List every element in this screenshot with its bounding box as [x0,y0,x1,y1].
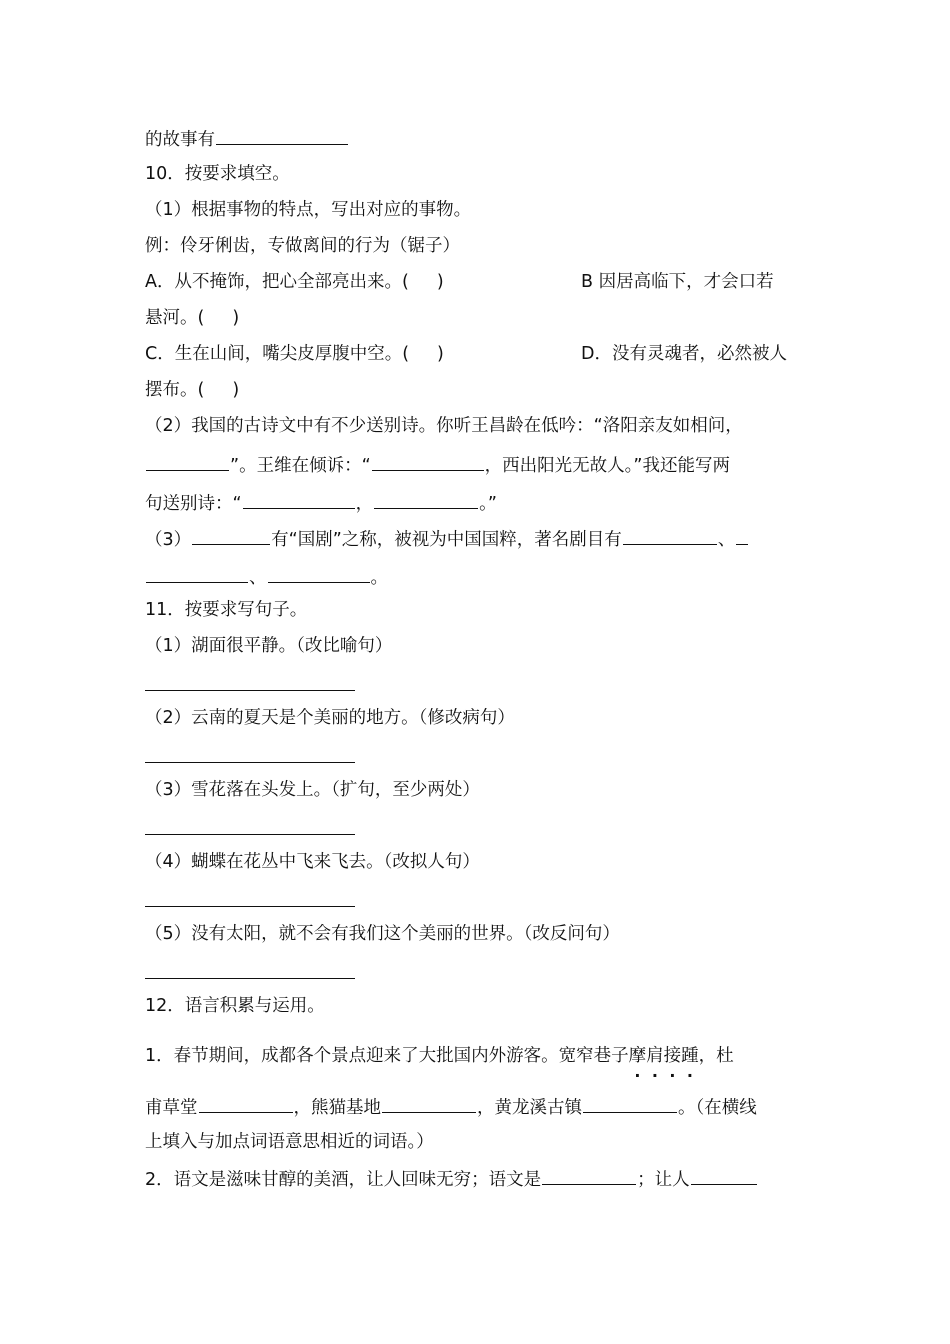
blank[interactable] [146,564,248,583]
q10-title: 10．按要求填空。 [145,164,290,184]
blank[interactable] [583,1094,677,1113]
line-story: 的故事有 [145,126,349,152]
q10-part2-line2: ”。王维在倾诉：“ ，西出阳光无故人。”我还能写两 [145,452,730,478]
blank[interactable] [199,1094,293,1113]
q11-s1: （1）湖面很平静。（改比喻句） [145,636,393,656]
blank[interactable] [374,490,478,509]
emphasis-char: 摩 [628,1046,647,1066]
emphasis-char: 接 [663,1046,682,1066]
blank[interactable] [216,126,348,145]
blank[interactable] [623,526,717,545]
blank[interactable] [542,1166,636,1185]
blank[interactable] [736,526,748,545]
q12-item2: 2．语文是滋味甘醇的美酒，让人回味无穷；语文是 ；让人 [145,1166,758,1192]
blank[interactable] [382,1094,476,1113]
q10-part3-line2: 、 。 [145,564,388,590]
q12-item1: 1．春节期间，成都各个景点迎来了大批国内外游客。宽窄巷子摩肩接踵，杜 [145,1046,734,1066]
q10-option-a: A．从不掩饰，把心全部亮出来。( ) [145,272,444,292]
q10-option-b: B 因居高临下，才会口若 [581,272,774,292]
blank[interactable] [192,526,270,545]
q10-example: 例：伶牙俐齿，专做离间的行为（锯子） [145,236,460,256]
q12-item1-line2: 甫草堂 ，熊猫基地 ，黄龙溪古镇 。（在横线 [145,1094,757,1120]
q10-option-c: C．生在山间，嘴尖皮厚腹中空。( ) [145,344,444,364]
emphasis-char: 肩 [646,1046,664,1066]
q11-title: 11．按要求写句子。 [145,600,308,620]
q10-part2-line3: 句送别诗：“ ， 。” [145,490,497,516]
q12-item1-line3: 上填入与加点词语意思相近的词语。） [145,1132,434,1152]
answer-line[interactable] [145,690,355,691]
blank[interactable] [691,1166,757,1185]
q10-part3: （3） 有“国剧”之称，被视为中国国粹，著名剧目有 、 [145,526,749,552]
q12-title: 12．语言积累与运用。 [145,996,325,1016]
q11-s5: （5）没有太阳，就不会有我们这个美丽的世界。（改反问句） [145,924,620,944]
q10-option-d-cont: 摆布。( ) [145,380,240,400]
q10-option-b-cont: 悬河。( ) [145,308,240,328]
blank[interactable] [268,564,370,583]
q10-part1: （1）根据事物的特点，写出对应的事物。 [145,200,472,220]
q10-part2: （2）我国的古诗文中有不少送别诗。你听王昌龄在低吟：“洛阳亲友如相问， [145,416,743,436]
blank[interactable] [146,452,229,471]
blank[interactable] [372,452,484,471]
q11-s4: （4）蝴蝶在花丛中飞来飞去。（改拟人句） [145,852,480,872]
dotted-phrase [629,1046,699,1066]
emphasis-char: 踵 [681,1046,699,1066]
q10-option-d: D．没有灵魂者，必然被人 [581,344,787,364]
answer-line[interactable] [145,978,355,979]
answer-line[interactable] [145,906,355,907]
answer-line[interactable] [145,762,355,763]
q11-s2: （2）云南的夏天是个美丽的地方。（修改病句） [145,708,515,728]
q11-s3: （3）雪花落在头发上。（扩句，至少两处） [145,780,480,800]
answer-line[interactable] [145,834,355,835]
blank[interactable] [243,490,355,509]
